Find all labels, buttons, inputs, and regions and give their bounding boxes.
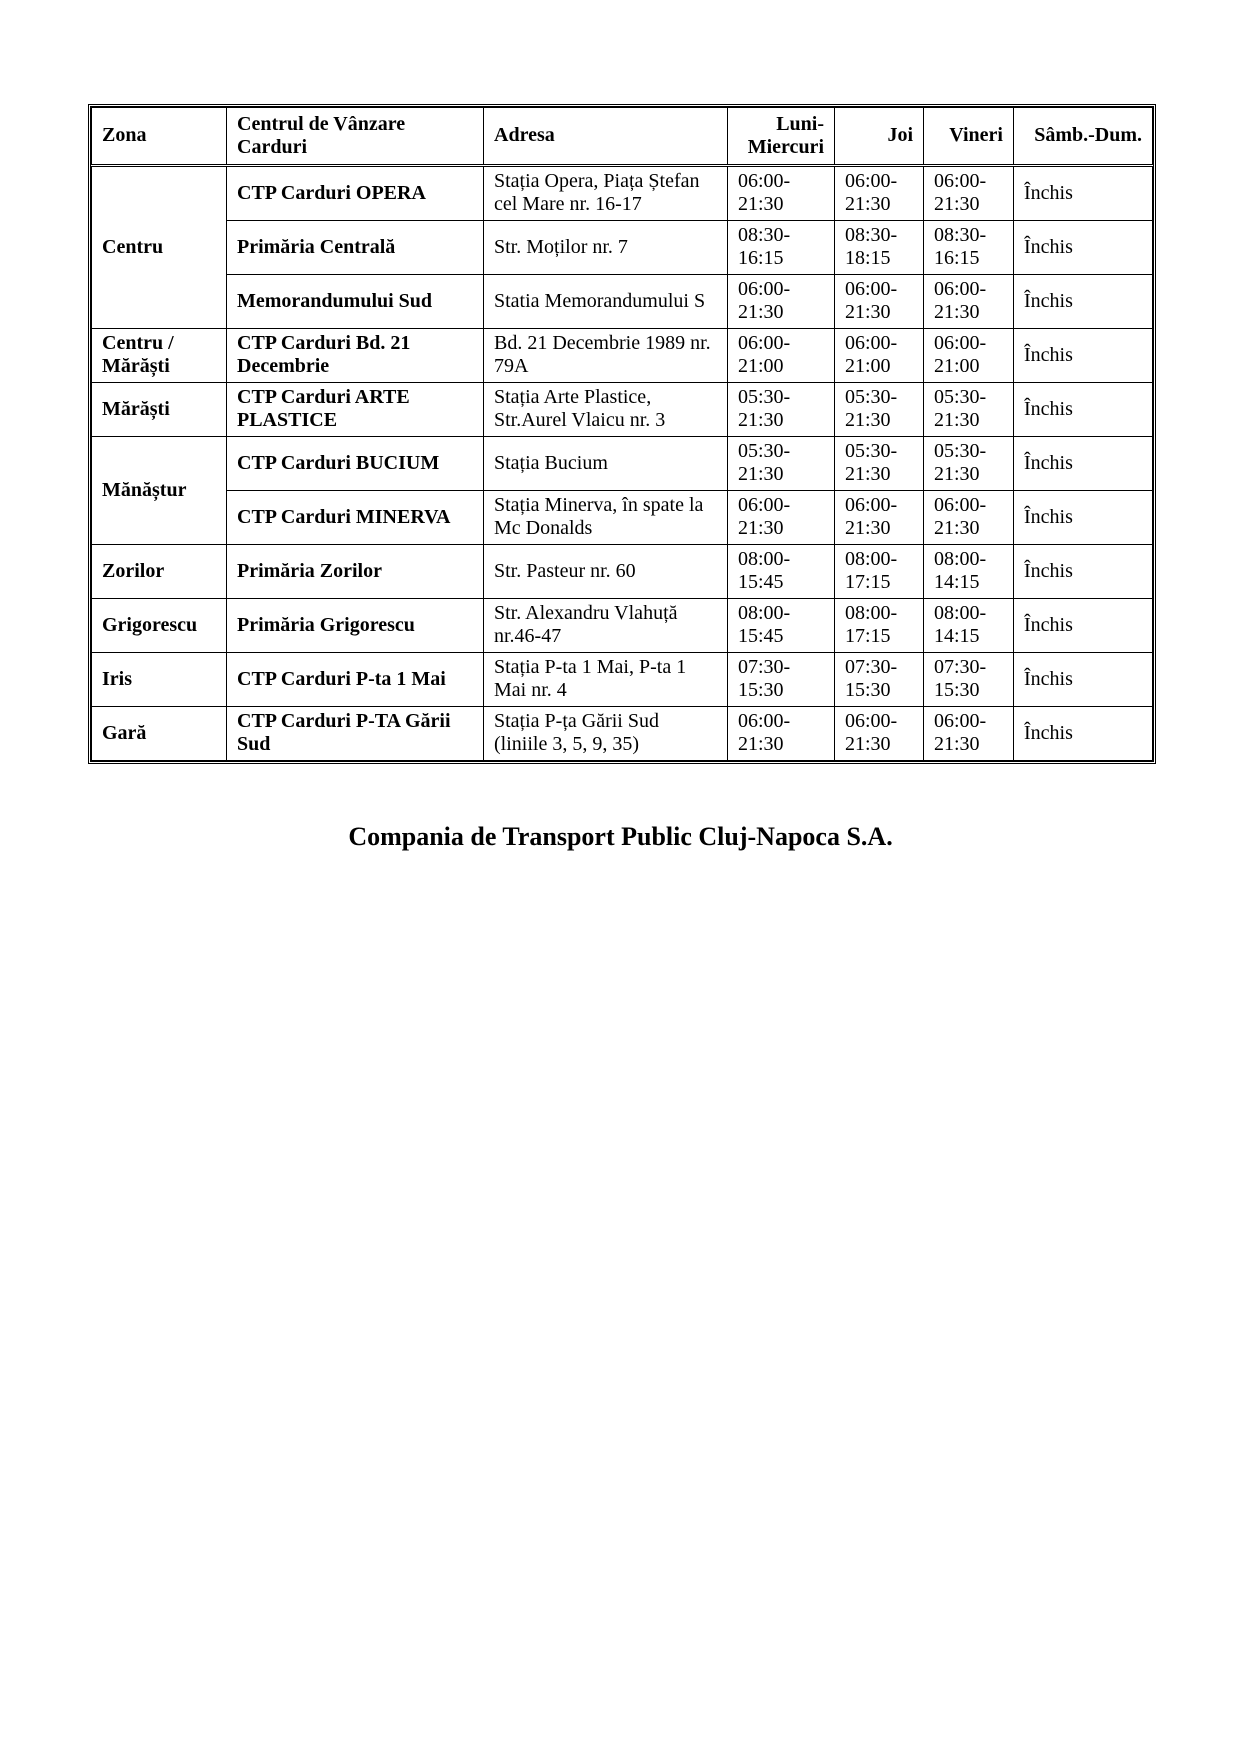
table-row bbox=[92, 437, 1153, 491]
center-cell: Memorandumului Sud bbox=[227, 275, 484, 329]
zone-cell: Iris bbox=[92, 653, 227, 707]
hours-luni-miercuri-cell: 06:00-21:30 bbox=[728, 707, 835, 761]
hours-luni-miercuri-cell: 08:30-16:15 bbox=[728, 221, 835, 275]
address-cell: Str. Alexandru Vlahuță nr.46-47 bbox=[484, 599, 728, 653]
schedule-table-frame bbox=[88, 104, 1156, 764]
hours-weekend-cell: Închis bbox=[1014, 275, 1153, 329]
center-cell: Primăria Grigorescu bbox=[227, 599, 484, 653]
hours-vineri-cell: 05:30-21:30 bbox=[924, 437, 1014, 491]
header-adresa: Adresa bbox=[484, 108, 728, 166]
table-row bbox=[92, 599, 1153, 653]
table-row bbox=[92, 329, 1153, 383]
address-cell: Stația Opera, Piața Ștefan cel Mare nr. 16-17 bbox=[484, 166, 728, 221]
center-cell: CTP Carduri Bd. 21 Decembrie bbox=[227, 329, 484, 383]
address-cell: Stația Bucium bbox=[484, 437, 728, 491]
address-cell: Str. Moților nr. 7 bbox=[484, 221, 728, 275]
table-row bbox=[92, 707, 1153, 761]
hours-vineri-cell: 08:30-16:15 bbox=[924, 221, 1014, 275]
hours-weekend-cell: Închis bbox=[1014, 599, 1153, 653]
hours-joi-cell: 06:00-21:30 bbox=[835, 491, 924, 545]
hours-vineri-cell: 08:00-14:15 bbox=[924, 599, 1014, 653]
hours-vineri-cell: 07:30-15:30 bbox=[924, 653, 1014, 707]
hours-vineri-cell: 06:00-21:30 bbox=[924, 166, 1014, 221]
hours-joi-cell: 05:30-21:30 bbox=[835, 383, 924, 437]
hours-weekend-cell: Închis bbox=[1014, 383, 1153, 437]
center-cell: CTP Carduri P-TA Gării Sud bbox=[227, 707, 484, 761]
center-cell: CTP Carduri OPERA bbox=[227, 166, 484, 221]
zone-cell: Mănăștur bbox=[92, 437, 227, 545]
center-cell: CTP Carduri ARTE PLASTICE bbox=[227, 383, 484, 437]
hours-luni-miercuri-cell: 06:00-21:30 bbox=[728, 166, 835, 221]
address-cell: Stația Arte Plastice, Str.Aurel Vlaicu nr. 3 bbox=[484, 383, 728, 437]
hours-weekend-cell: Închis bbox=[1014, 545, 1153, 599]
hours-weekend-cell: Închis bbox=[1014, 166, 1153, 221]
table-row bbox=[92, 545, 1153, 599]
hours-joi-cell: 05:30-21:30 bbox=[835, 437, 924, 491]
header-centru: Centrul de Vânzare Carduri bbox=[227, 108, 484, 166]
zone-cell: Gară bbox=[92, 707, 227, 761]
hours-joi-cell: 06:00-21:30 bbox=[835, 275, 924, 329]
hours-luni-miercuri-cell: 07:30-15:30 bbox=[728, 653, 835, 707]
table-body bbox=[92, 166, 1153, 761]
center-cell: Primăria Zorilor bbox=[227, 545, 484, 599]
hours-weekend-cell: Închis bbox=[1014, 329, 1153, 383]
hours-joi-cell: 06:00-21:30 bbox=[835, 707, 924, 761]
hours-luni-miercuri-cell: 06:00-21:30 bbox=[728, 275, 835, 329]
hours-luni-miercuri-cell: 08:00-15:45 bbox=[728, 545, 835, 599]
address-cell: Stația P-ta 1 Mai, P-ta 1 Mai nr. 4 bbox=[484, 653, 728, 707]
hours-vineri-cell: 06:00-21:30 bbox=[924, 491, 1014, 545]
hours-weekend-cell: Închis bbox=[1014, 437, 1153, 491]
company-name: Compania de Transport Public Cluj-Napoca S.A. bbox=[348, 822, 893, 851]
hours-luni-miercuri-cell: 06:00-21:00 bbox=[728, 329, 835, 383]
hours-vineri-cell: 05:30-21:30 bbox=[924, 383, 1014, 437]
zone-cell: Centru / Mărăști bbox=[92, 329, 227, 383]
zone-cell: Mărăști bbox=[92, 383, 227, 437]
address-cell: Bd. 21 Decembrie 1989 nr. 79A bbox=[484, 329, 728, 383]
table-header bbox=[92, 108, 1153, 166]
hours-joi-cell: 06:00-21:30 bbox=[835, 166, 924, 221]
hours-joi-cell: 08:00-17:15 bbox=[835, 599, 924, 653]
header-zona: Zona bbox=[92, 108, 227, 166]
hours-joi-cell: 08:30-18:15 bbox=[835, 221, 924, 275]
table-row bbox=[92, 221, 1153, 275]
table-row bbox=[92, 653, 1153, 707]
center-cell: CTP Carduri BUCIUM bbox=[227, 437, 484, 491]
hours-vineri-cell: 08:00-14:15 bbox=[924, 545, 1014, 599]
hours-weekend-cell: Închis bbox=[1014, 221, 1153, 275]
table-row bbox=[92, 166, 1153, 221]
hours-weekend-cell: Închis bbox=[1014, 653, 1153, 707]
address-cell: Str. Pasteur nr. 60 bbox=[484, 545, 728, 599]
table-row bbox=[92, 491, 1153, 545]
hours-vineri-cell: 06:00-21:00 bbox=[924, 329, 1014, 383]
center-cell: CTP Carduri MINERVA bbox=[227, 491, 484, 545]
hours-joi-cell: 08:00-17:15 bbox=[835, 545, 924, 599]
hours-luni-miercuri-cell: 06:00-21:30 bbox=[728, 491, 835, 545]
hours-vineri-cell: 06:00-21:30 bbox=[924, 275, 1014, 329]
table-row bbox=[92, 275, 1153, 329]
hours-luni-miercuri-cell: 08:00-15:45 bbox=[728, 599, 835, 653]
zone-cell: Zorilor bbox=[92, 545, 227, 599]
hours-joi-cell: 07:30-15:30 bbox=[835, 653, 924, 707]
hours-vineri-cell: 06:00-21:30 bbox=[924, 707, 1014, 761]
hours-luni-miercuri-cell: 05:30-21:30 bbox=[728, 437, 835, 491]
address-cell: Stația P-ța Gării Sud (liniile 3, 5, 9, 35) bbox=[484, 707, 728, 761]
hours-weekend-cell: Închis bbox=[1014, 707, 1153, 761]
header-row bbox=[92, 108, 1153, 166]
hours-luni-miercuri-cell: 05:30-21:30 bbox=[728, 383, 835, 437]
header-vineri: Vineri bbox=[924, 108, 1014, 166]
center-cell: Primăria Centrală bbox=[227, 221, 484, 275]
center-cell: CTP Carduri P-ta 1 Mai bbox=[227, 653, 484, 707]
hours-weekend-cell: Închis bbox=[1014, 491, 1153, 545]
hours-joi-cell: 06:00-21:00 bbox=[835, 329, 924, 383]
schedule-table bbox=[91, 107, 1153, 761]
header-joi: Joi bbox=[835, 108, 924, 166]
zone-cell: Grigorescu bbox=[92, 599, 227, 653]
header-sambata-duminica: Sâmb.-Dum. bbox=[1014, 108, 1153, 166]
address-cell: Statia Memorandumului S bbox=[484, 275, 728, 329]
table-row bbox=[92, 383, 1153, 437]
header-luni-miercuri: Luni-Miercuri bbox=[728, 108, 835, 166]
address-cell: Stația Minerva, în spate la Mc Donalds bbox=[484, 491, 728, 545]
zone-cell: Centru bbox=[92, 166, 227, 329]
